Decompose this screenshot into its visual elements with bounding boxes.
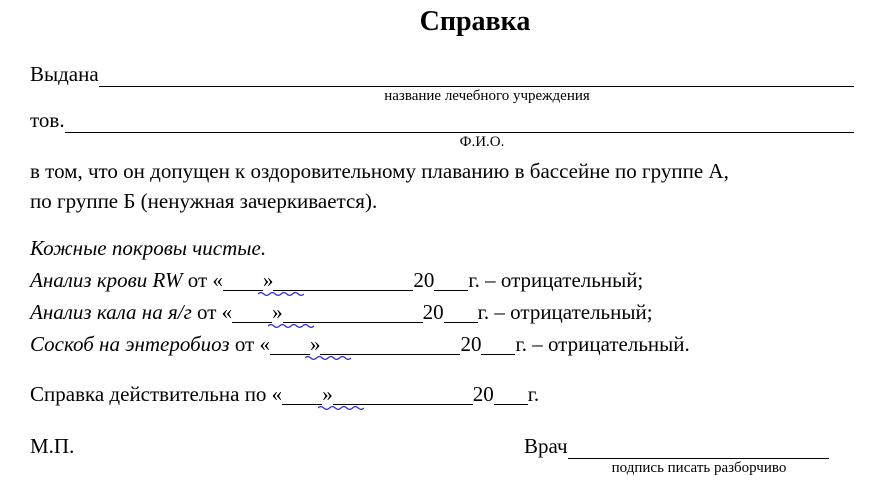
doctor-signature-area xyxy=(524,434,829,478)
document-title: Справка xyxy=(419,6,531,37)
year-blank-line xyxy=(481,354,515,355)
month-blank-line xyxy=(283,322,423,323)
skin-note: Кожные покровы чистые. xyxy=(30,236,267,260)
enterobiasis-test-line xyxy=(30,328,854,360)
year-prefix: 20 xyxy=(422,300,444,324)
day-blank-line xyxy=(282,404,322,405)
validity-line xyxy=(30,378,854,410)
test-name: Анализ кала на я/г xyxy=(30,300,192,324)
signature-caption: подпись писать разборчиво xyxy=(611,460,787,476)
spellcheck-squiggle-icon xyxy=(268,323,314,329)
quote-close: » xyxy=(272,300,283,324)
blood-test-line xyxy=(30,264,854,296)
issued-line xyxy=(30,62,854,87)
year-suffix: г. xyxy=(527,382,540,406)
result-label: г. – отрицательный; xyxy=(468,268,644,292)
stool-test-line xyxy=(30,296,854,328)
full-name-caption: Ф.И.О. xyxy=(459,134,505,150)
year-prefix: 20 xyxy=(460,332,482,356)
test-pre-label: от « xyxy=(182,268,223,292)
month-blank-line xyxy=(333,404,473,405)
spellcheck-squiggle-icon xyxy=(318,405,364,411)
doctor-line xyxy=(524,434,829,459)
medical-results-block xyxy=(30,232,854,360)
year-blank-line xyxy=(494,404,528,405)
day-blank-line xyxy=(232,322,272,323)
result-label: г. – отрицательный. xyxy=(515,332,690,356)
year-prefix: 20 xyxy=(472,382,494,406)
month-blank-line xyxy=(273,290,413,291)
institution-caption: название лечебного учреждения xyxy=(384,88,590,104)
test-pre-label: от « xyxy=(191,300,233,324)
recipient-label: тов. xyxy=(30,108,65,132)
day-blank-line xyxy=(270,354,310,355)
spellcheck-squiggle-icon xyxy=(258,291,304,297)
stamp-placeholder: М.П. xyxy=(30,434,75,458)
doctor-label: Врач xyxy=(524,434,568,458)
statement-line-2: по группе Б (ненужная зачеркивается). xyxy=(30,189,378,213)
year-blank-line xyxy=(444,322,478,323)
test-name: Соскоб на энтеробиоз xyxy=(30,332,230,356)
quote-close: » xyxy=(262,268,274,292)
test-name: Анализ крови RW xyxy=(30,268,183,292)
test-pre-label: от « xyxy=(229,332,270,356)
month-blank-line xyxy=(320,354,460,355)
issued-label: Выдана xyxy=(30,62,99,86)
signature-block xyxy=(30,434,854,478)
result-label: г. – отрицательный; xyxy=(477,300,653,324)
quote-close: » xyxy=(322,382,333,406)
year-prefix: 20 xyxy=(413,268,435,292)
day-blank-line xyxy=(223,290,263,291)
statement-line-1: в том, что он допущен к оздоровительному плаванию в бассейне по группе А, xyxy=(30,159,729,183)
statement-paragraph xyxy=(30,156,854,216)
validity-label: Справка действительна по « xyxy=(30,382,283,406)
quote-close: » xyxy=(309,332,321,356)
year-blank-line xyxy=(434,290,468,291)
recipient-line xyxy=(30,108,854,133)
spellcheck-squiggle-icon xyxy=(305,355,351,361)
